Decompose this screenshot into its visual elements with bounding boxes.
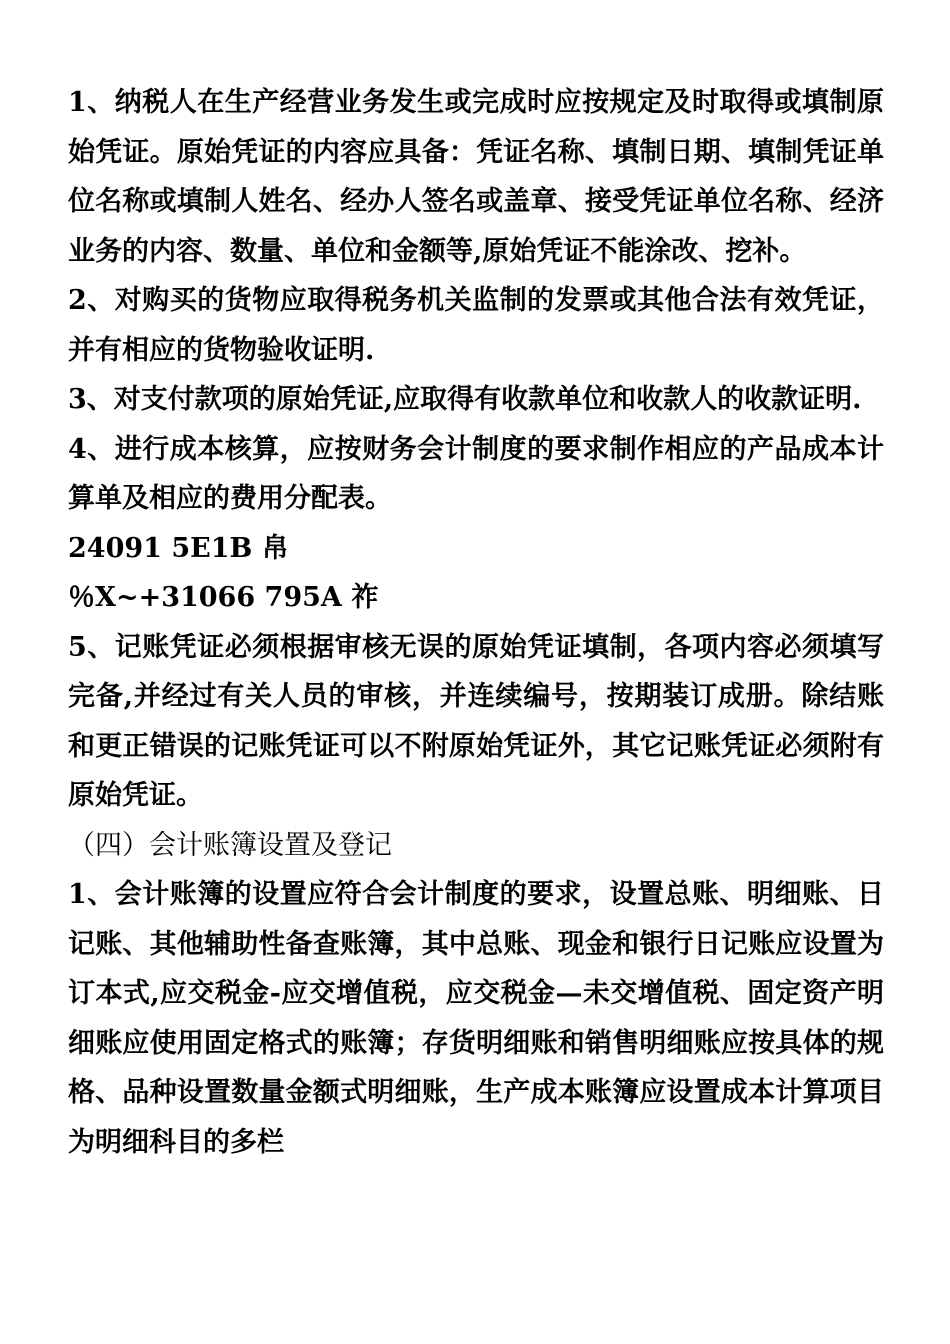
paragraph-9: 1、会计账簿的设置应符合会计制度的要求，设置总账、明细账、日记账、其他辅助性备查账簿，其中总账、现金和银行日记账应设置为订本式,应交税金-应交增值税，应交税金—未交增值税、固定资产明细账应使用固定格式的账簿；存货明细账和销售明细账应按具体的规格、品种设置数量金额式明细账，生产成本账簿应设置成本计算项目为明细科目的多栏: [68, 879, 884, 1158]
section-heading: （四）会计账簿设置及登记: [68, 829, 392, 861]
paragraph-7: 5、记账凭证必须根据审核无误的原始凭证填制，各项内容必须填写完备,并经过有关人员的审核，并连续编号，按期装订成册。除结账和更正错误的记账凭证可以不附原始凭证外，其它记账凭证必须附有原始凭证。: [68, 631, 884, 811]
paragraph-4: 4、进行成本核算，应按财务会计制度的要求制作相应的产品成本计算单及相应的费用分配表。: [68, 433, 884, 514]
paragraph-5: 24091 5E1B 帛: [68, 532, 289, 564]
paragraph-1: 1、纳税人在生产经营业务发生或完成时应按规定及时取得或填制原始凭证。原始凭证的内容应具备：凭证名称、填制日期、填制凭证单位名称或填制人姓名、经办人签名或盖章、接受凭证单位名称、经济业务的内容、数量、单位和金额等,原始凭证不能涂改、挖补。: [68, 87, 884, 267]
paragraph-6: ％X~+31066 795A 祚: [68, 582, 379, 613]
paragraph-3: 3、对支付款项的原始凭证,应取得有收款单位和收款人的收款证明.: [68, 384, 862, 415]
paragraph-2: 2、对购买的货物应取得税务机关监制的发票或其他合法有效凭证，并有相应的货物验收证明.: [68, 285, 884, 366]
